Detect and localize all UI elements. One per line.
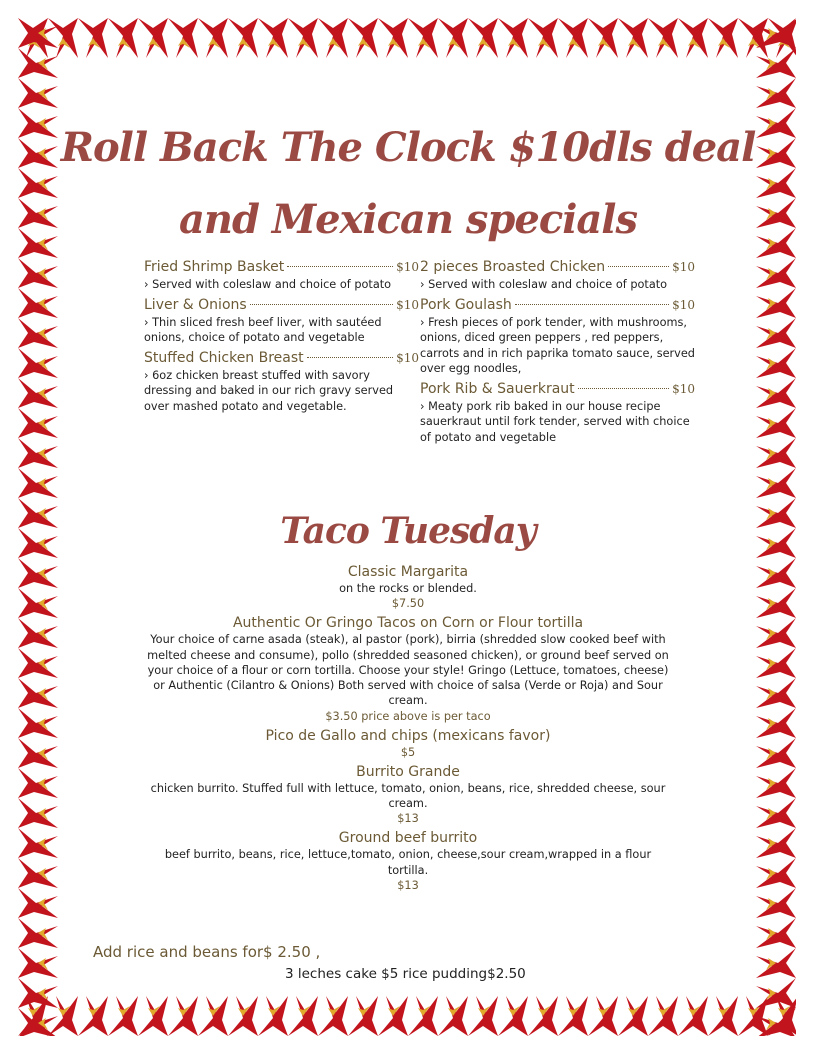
menu-item — [420, 258, 695, 293]
special-name: Ground beef burrito — [338, 830, 478, 847]
item-name: Fried Shrimp Basket — [144, 259, 285, 275]
special-price: $5 — [400, 745, 416, 759]
special-name: Classic Margarita — [347, 564, 469, 580]
decorative-border-top — [18, 18, 796, 58]
item-name: Pork Goulash — [420, 296, 512, 313]
item-name: Pork Rib & Sauerkraut — [420, 380, 575, 397]
special-description: Your choice of carne asada (steak), al pastor (pork), birria (shredded slow cooked beef with melted cheese and consume), pollo (shredded seasoned chicken), or ground beef served on your choice of a flour or corn tortilla. Choose your style! Gringo (Lettuce, tomatoes, cheese) or Authentic (Cilantro & Onions) Both served with choice of salsa (Verde or Roja) and Sour cream. — [147, 633, 669, 708]
dot-leader — [608, 266, 669, 267]
special-name: Burrito Grande — [356, 763, 460, 780]
dot-leader — [287, 266, 393, 267]
deals-column-left — [144, 258, 419, 417]
item-name: Liver & Onions — [144, 296, 247, 313]
dot-leader — [250, 304, 393, 305]
item-description: › Served with coleslaw and choice of potato — [420, 278, 668, 291]
item-price: $10 — [396, 260, 419, 274]
special-price: $3.50 price above is per taco — [325, 709, 491, 723]
item-description: › Served with coleslaw and choice of potato — [144, 278, 392, 291]
special-name: Authentic Or Gringo Tacos on Corn or Flour tortilla — [232, 615, 584, 632]
item-name: 2 pieces Broasted Chicken — [420, 259, 606, 275]
special-price: $13 — [397, 878, 419, 892]
item-description: › Meaty pork rib baked in our house recipe sauerkraut until fork tender, served with choice of potato and vegetable — [420, 399, 690, 444]
page-subtitle: and Mexican specials — [178, 196, 638, 243]
menu-item — [420, 296, 695, 377]
item-description: › Thin sliced fresh beef liver, with sautéed onions, choice of potato and vegetable — [144, 315, 382, 344]
special-item — [143, 829, 673, 893]
item-description: › 6oz chicken breast stuffed with savory dressing and baked in our rich gravy served over mashed potato and vegetable. — [144, 368, 394, 413]
deals-column-right — [420, 258, 695, 448]
special-price: $13 — [397, 812, 419, 826]
menu-item — [144, 296, 419, 346]
special-item — [143, 563, 673, 611]
special-item — [143, 727, 673, 760]
item-price: $10 — [396, 297, 419, 312]
special-name: Pico de Gallo and chips (mexicans favor) — [265, 727, 551, 744]
page-title: Roll Back The Clock $10dls deal — [60, 124, 756, 171]
item-description: › Fresh pieces of pork tender, with mushrooms, onions, diced green peppers , red peppers, carrots and in rich paprika tomato sauce, served over egg noodles, — [420, 315, 695, 375]
addon-rice-beans: Add rice and beans for$ 2.50 , — [93, 943, 321, 961]
addon-desserts: 3 leches cake $5 rice pudding$2.50 — [285, 966, 526, 982]
special-description: on the rocks or blended. — [339, 582, 477, 595]
special-item — [143, 614, 673, 723]
menu-item — [420, 380, 695, 446]
special-description: beef burrito, beans, rice, lettuce,tomato, onion, cheese,sour cream,wrapped in a flour tortilla. — [164, 848, 652, 877]
dot-leader — [307, 357, 393, 358]
item-price: $10 — [672, 260, 695, 274]
special-description: chicken burrito. Stuffed full with lettuce, tomato, onion, beans, rice, shredded cheese, sour cream. — [150, 781, 666, 811]
item-price: $10 — [396, 350, 419, 365]
dot-leader — [515, 304, 669, 305]
taco-specials-list — [143, 563, 673, 896]
section-title-taco-tuesday: Taco Tuesday — [280, 510, 536, 552]
item-price: $10 — [672, 297, 695, 312]
special-item — [143, 763, 673, 827]
menu-item — [144, 349, 419, 415]
decorative-border-bottom — [18, 996, 796, 1036]
item-name: Stuffed Chicken Breast — [144, 349, 304, 366]
decorative-border-right — [756, 18, 796, 1036]
item-price: $10 — [672, 381, 695, 396]
decorative-border-left — [18, 18, 58, 1036]
menu-item — [144, 258, 419, 293]
dot-leader — [578, 388, 669, 389]
special-price: $7.50 — [391, 597, 425, 611]
